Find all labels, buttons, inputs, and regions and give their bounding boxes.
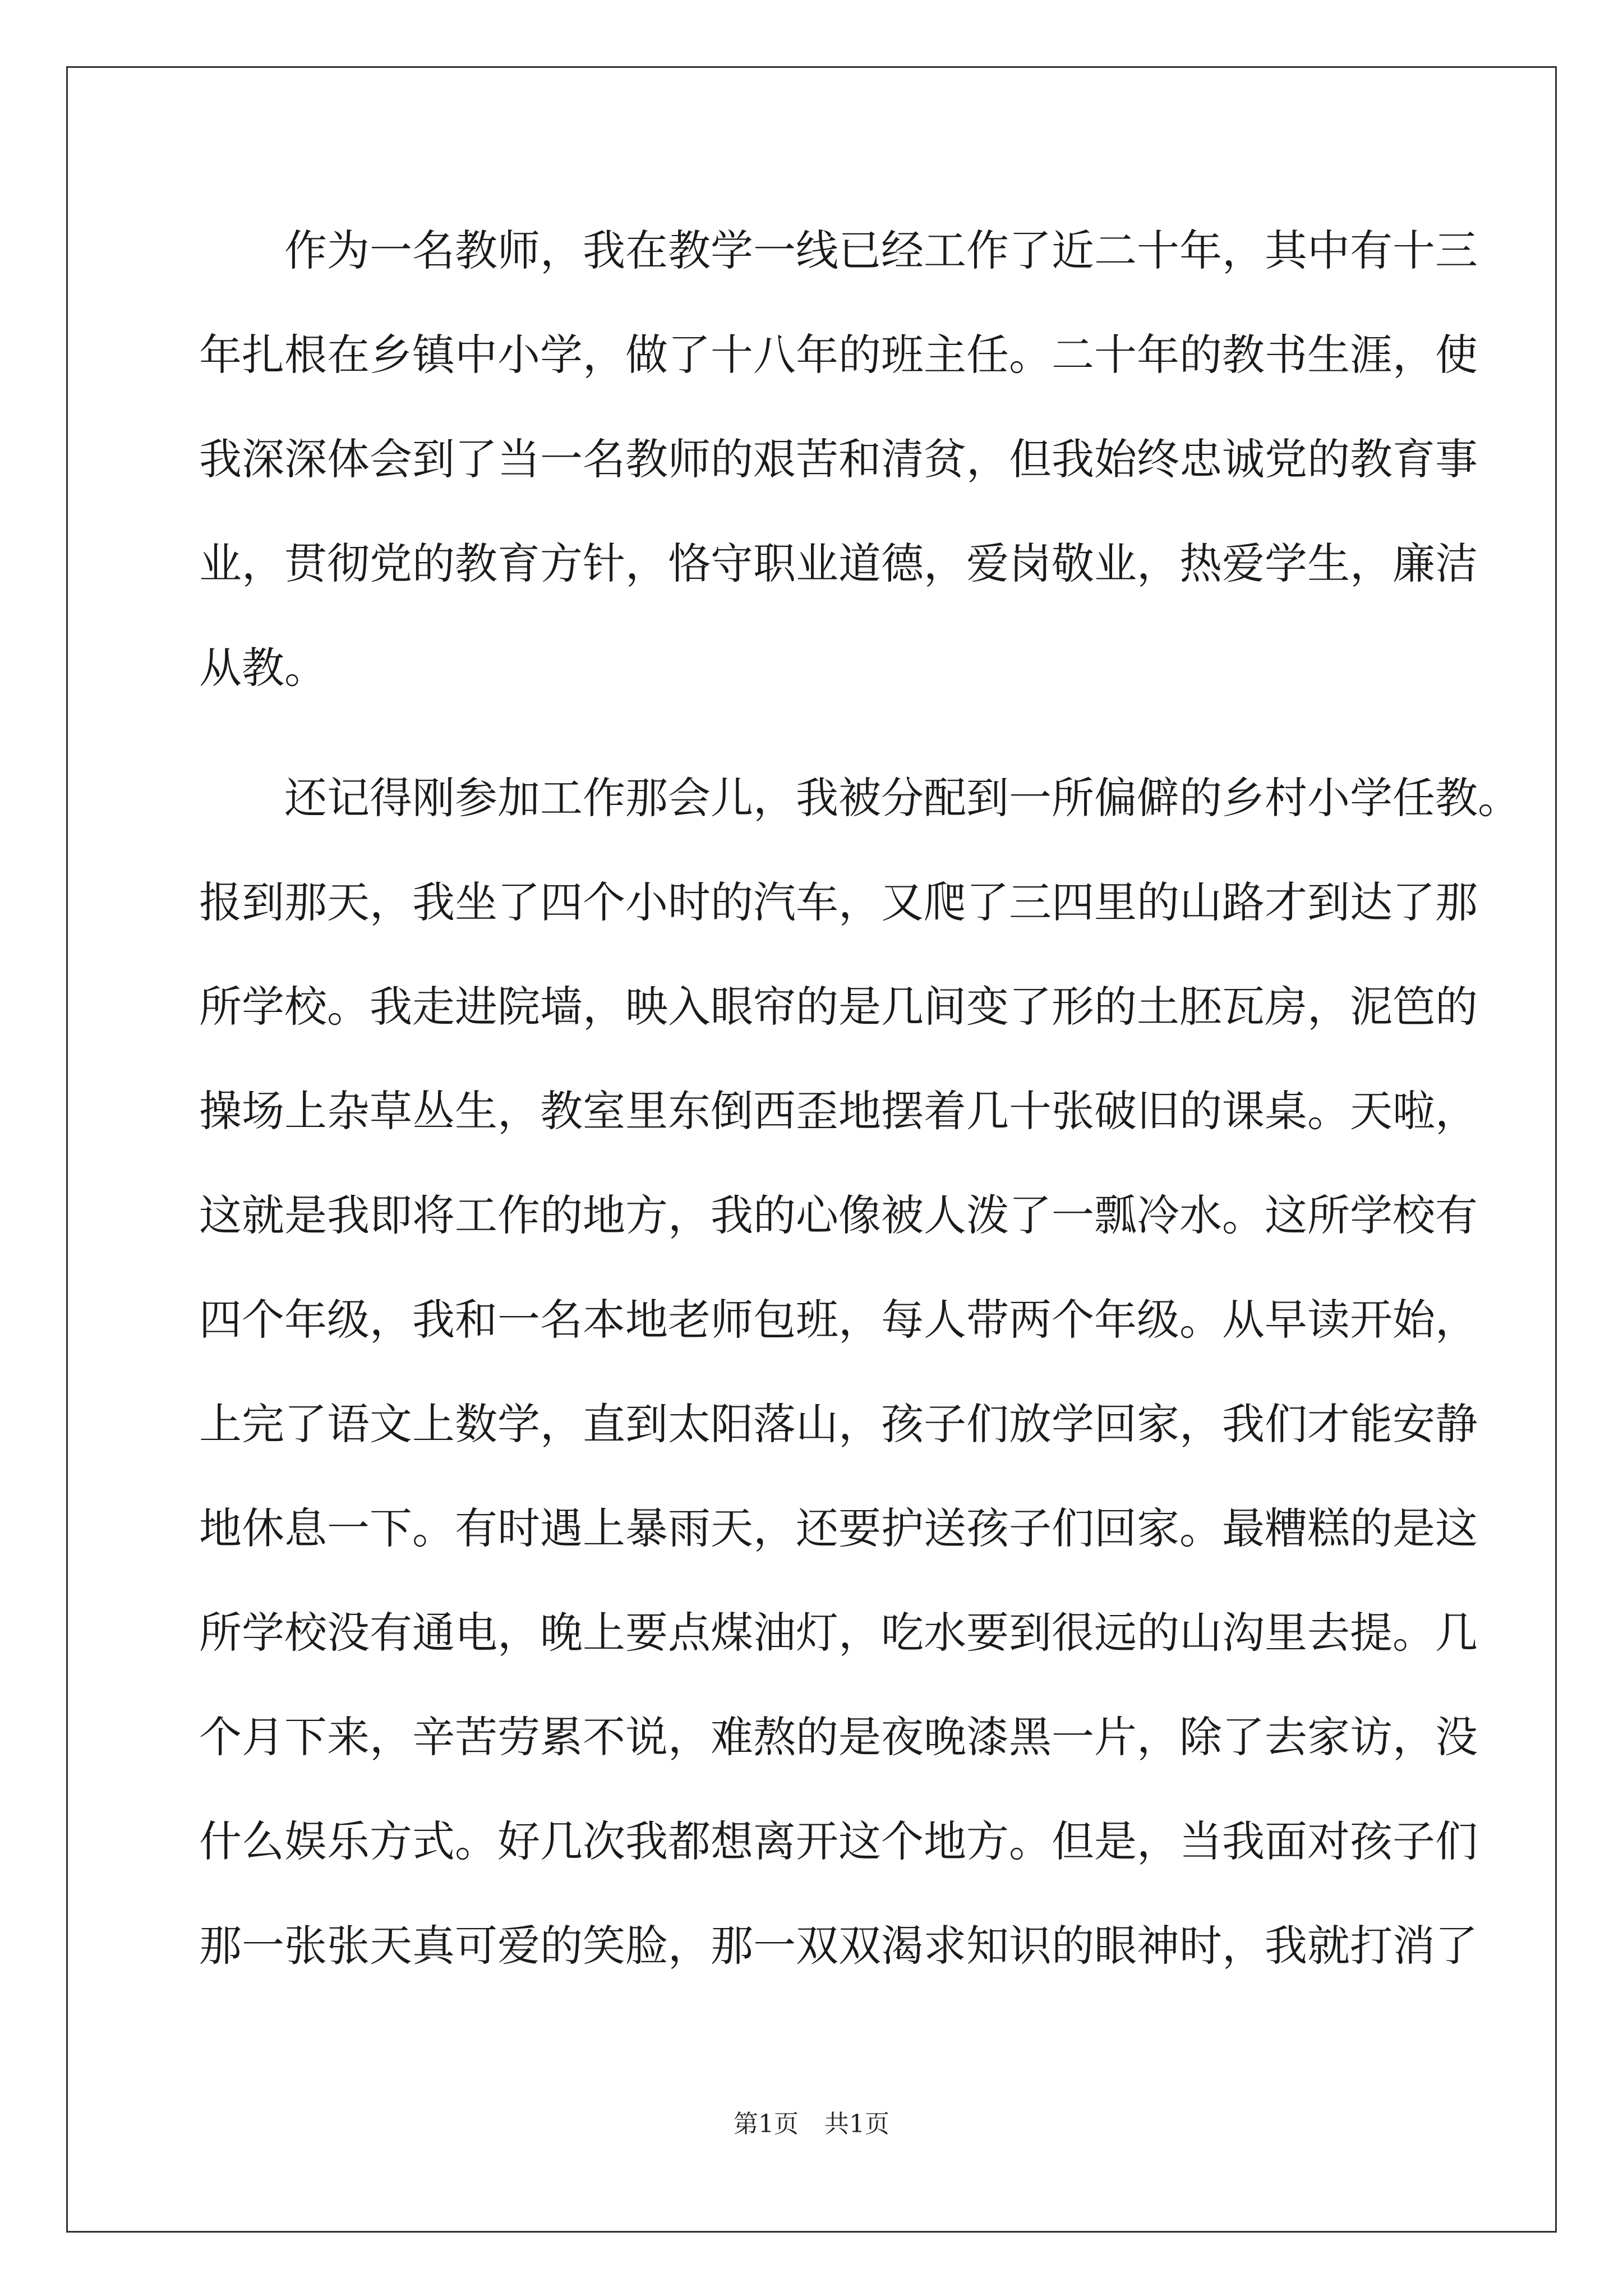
text-line: 我深深体会到了当一名教师的艰苦和清贫，但我始终忠诚党的教育事 — [199, 434, 1478, 484]
page-number: 第1页 — [734, 2110, 799, 2138]
text-line: 从教。 — [199, 643, 327, 693]
text-line: 报到那天，我坐了四个小时的汽车，又爬了三四里的山路才到达了那 — [199, 877, 1478, 927]
text-line: 所学校。我走进院墙，映入眼帘的是几间变了形的土胚瓦房，泥笆的 — [199, 982, 1478, 1032]
text-line: 操场上杂草丛生，教室里东倒西歪地摆着几十张破旧的课桌。天啦， — [199, 1086, 1478, 1136]
text-line: 上完了语文上数学，直到太阳落山，孩子们放学回家，我们才能安静 — [199, 1399, 1478, 1449]
text-line: 业，贯彻党的教育方针，恪守职业道德，爱岗敬业，热爱学生，廉洁 — [199, 539, 1478, 588]
text-line: 那一张张天真可爱的笑脸，那一双双渴求知识的眼神时，我就打消了 — [199, 1921, 1478, 1971]
text-line: 这就是我即将工作的地方，我的心像被人泼了一瓢冷水。这所学校有 — [199, 1190, 1478, 1240]
page-total: 共1页 — [824, 2110, 889, 2138]
text-line: 什么娱乐方式。好几次我都想离开这个地方。但是，当我面对孩子们 — [199, 1816, 1478, 1866]
page-footer — [0, 2108, 1623, 2141]
text-line: 年扎根在乡镇中小学，做了十八年的班主任。二十年的教书生涯，使 — [199, 330, 1478, 380]
text-line: 四个年级，我和一名本地老师包班，每人带两个年级。从早读开始， — [199, 1295, 1478, 1345]
text-line: 个月下来，辛苦劳累不说，难熬的是夜晚漆黑一片，除了去家访，没 — [199, 1712, 1478, 1762]
text-line: 作为一名教师，我在教学一线已经工作了近二十年，其中有十三 — [199, 226, 1478, 275]
text-line: 地休息一下。有时遇上暴雨天，还要护送孩子们回家。最糟糕的是这 — [199, 1503, 1478, 1553]
text-line: 还记得刚参加工作那会儿，我被分配到一所偏僻的乡村小学任教。 — [199, 773, 1520, 823]
text-line: 所学校没有通电，晚上要点煤油灯，吃水要到很远的山沟里去提。几 — [199, 1608, 1478, 1658]
page-frame — [66, 66, 1557, 2233]
